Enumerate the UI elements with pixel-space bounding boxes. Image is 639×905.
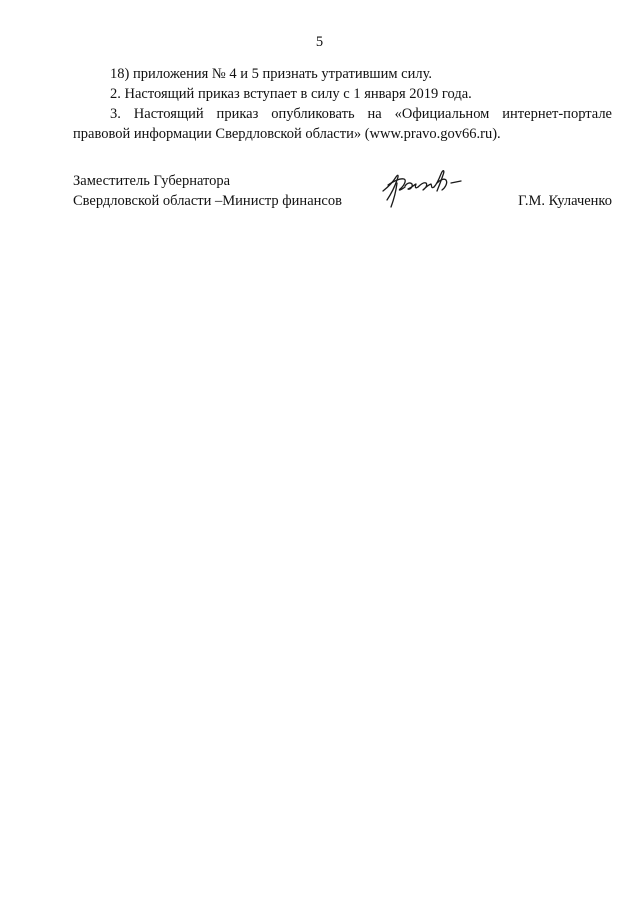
- paragraph-item-18: 18) приложения № 4 и 5 признать утратившим силу.: [110, 66, 433, 82]
- signatory-title-line-1: Заместитель Губернатора: [73, 173, 231, 189]
- paragraph-3-line-2: правовой информации Свердловской области» (www.pravo.gov66.ru).: [73, 126, 501, 142]
- signature-block: [73, 171, 612, 211]
- page-number: 5: [315, 34, 324, 50]
- signatory-title-line-2: Свердловской области –Министр финансов: [73, 193, 342, 209]
- paragraph-3-line-1: 3. Настоящий приказ опубликовать на «Официальном интернет-портале: [110, 106, 612, 122]
- handwritten-signature: [379, 161, 491, 211]
- signatory-name: Г.М. Кулаченко: [518, 193, 612, 209]
- paragraph-2: 2. Настоящий приказ вступает в силу с 1 января 2019 года.: [110, 86, 472, 102]
- document-body: [73, 64, 612, 144]
